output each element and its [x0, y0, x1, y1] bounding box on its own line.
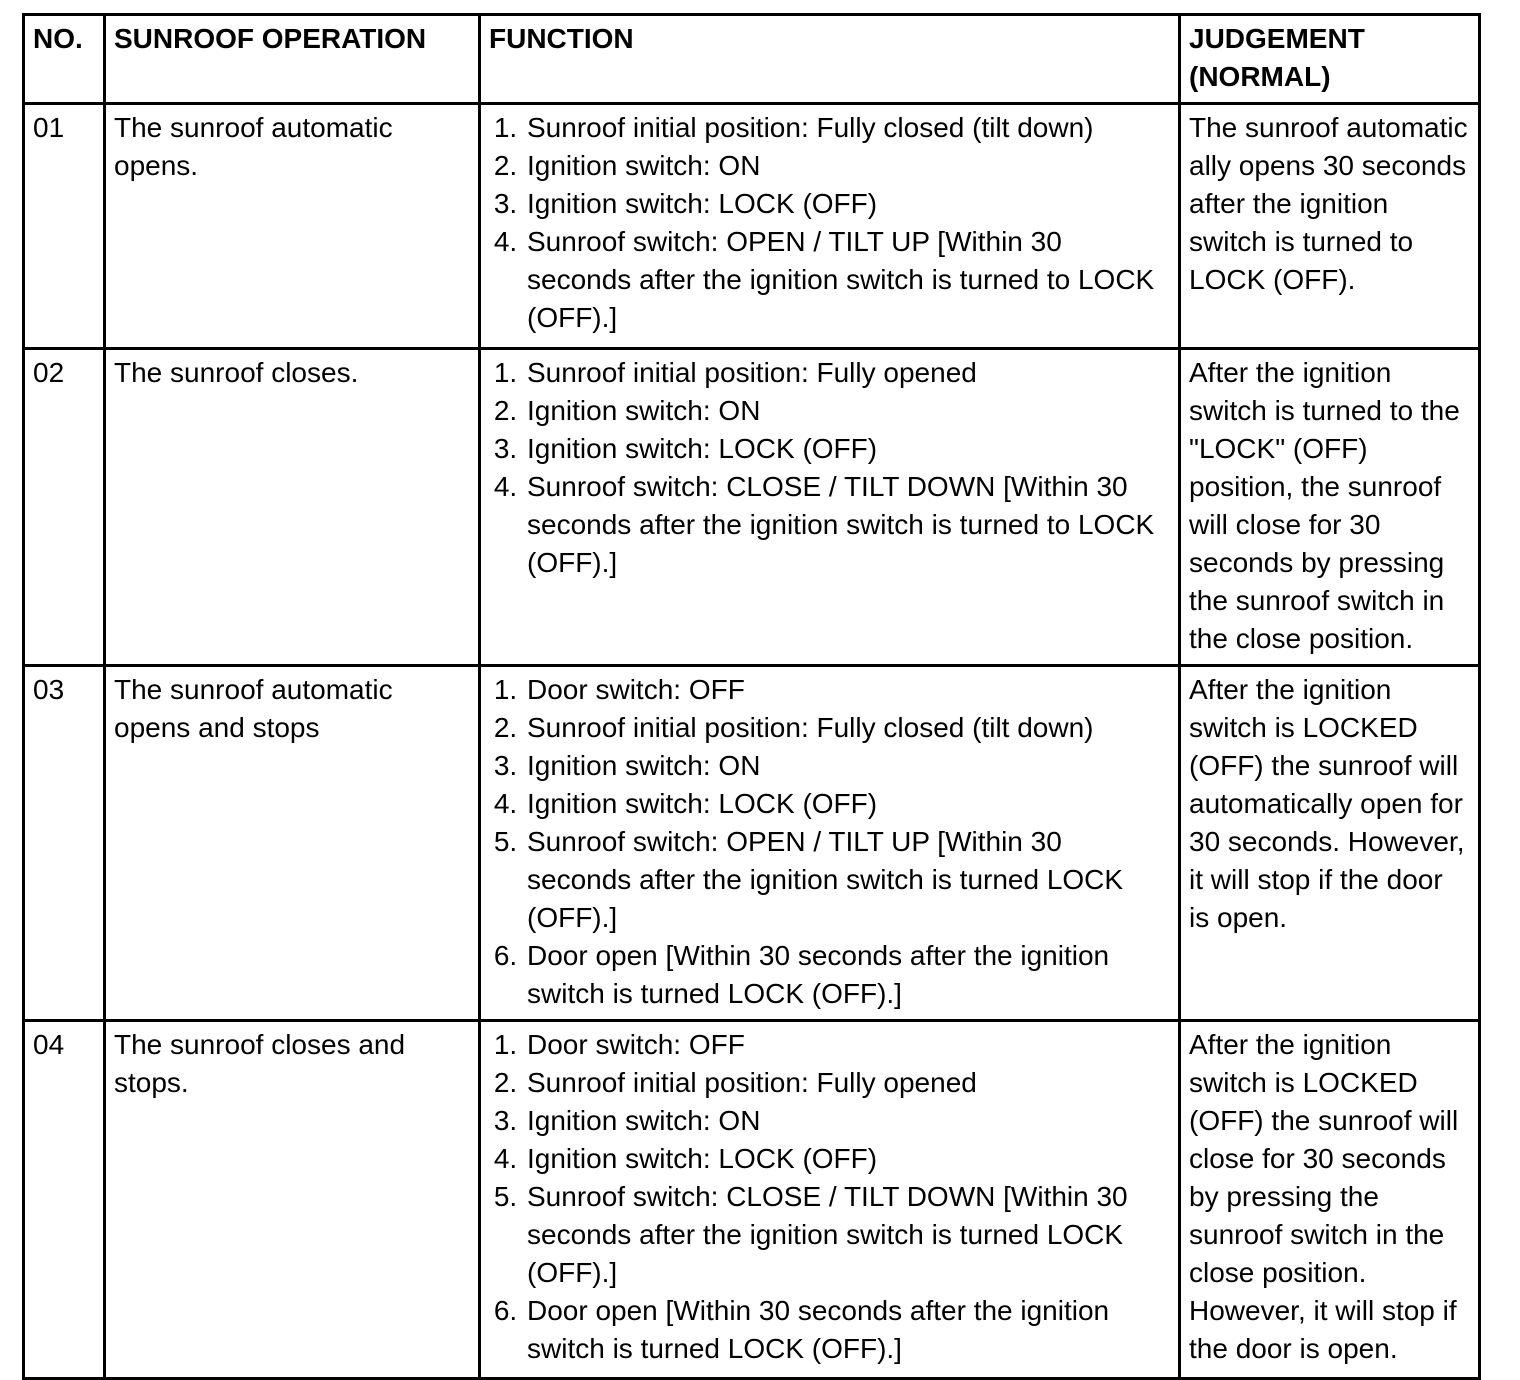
function-step: 4. Ignition switch: LOCK (OFF) [525, 1140, 1170, 1178]
function-step: 3. Ignition switch: LOCK (OFF) [525, 185, 1170, 223]
function-step: 2. Ignition switch: ON [525, 392, 1170, 430]
table-row [24, 104, 1480, 349]
function-steps [489, 1026, 1170, 1368]
function-steps [489, 354, 1170, 582]
cell-operation: The sunroof automatic opens. [105, 104, 480, 349]
function-steps [489, 109, 1170, 337]
cell-judgement: After the ignition switch is turned to the "LOCK" (OFF) position, the sunroof will close for 30 seconds by pressing the sunroof switch in the close position. [1180, 349, 1480, 666]
cell-no: 02 [24, 349, 105, 666]
cell-no: 03 [24, 666, 105, 1021]
function-step: 4. Sunroof switch: OPEN / TILT UP [Within 30 seconds after the ignition switch is turned to LOCK (OFF).] [525, 223, 1170, 337]
cell-operation: The sunroof closes. [105, 349, 480, 666]
cell-no: 04 [24, 1021, 105, 1379]
cell-function [480, 1021, 1180, 1379]
function-step: 2. Ignition switch: ON [525, 147, 1170, 185]
function-step: 3. Ignition switch: ON [525, 747, 1170, 785]
function-steps [489, 671, 1170, 1013]
table-row [24, 666, 1480, 1021]
function-step: 4. Sunroof switch: CLOSE / TILT DOWN [Within 30 seconds after the ignition switch is turned to LOCK (OFF).] [525, 468, 1170, 582]
function-step: 6. Door open [Within 30 seconds after the ignition switch is turned LOCK (OFF).] [525, 1292, 1170, 1368]
cell-judgement: The sunroof automatic ally opens 30 seconds after the ignition switch is turned to LOCK (OFF). [1180, 104, 1480, 349]
function-step: 4. Ignition switch: LOCK (OFF) [525, 785, 1170, 823]
cell-judgement: After the ignition switch is LOCKED (OFF) the sunroof will close for 30 seconds by pressing the sunroof switch in the close position. However, it will stop if the door is open. [1180, 1021, 1480, 1379]
function-step: 3. Ignition switch: LOCK (OFF) [525, 430, 1170, 468]
function-step: 5. Sunroof switch: OPEN / TILT UP [Within 30 seconds after the ignition switch is turned LOCK (OFF).] [525, 823, 1170, 937]
function-step: 2. Sunroof initial position: Fully closed (tilt down) [525, 709, 1170, 747]
cell-function [480, 666, 1180, 1021]
function-step: 1. Door switch: OFF [525, 1026, 1170, 1064]
header-row [24, 15, 1480, 104]
function-step: 6. Door open [Within 30 seconds after the ignition switch is turned LOCK (OFF).] [525, 937, 1170, 1013]
cell-operation: The sunroof automatic opens and stops [105, 666, 480, 1021]
function-step: 3. Ignition switch: ON [525, 1102, 1170, 1140]
sunroof-operation-table [22, 13, 1481, 1380]
column-header-judgement: JUDGEMENT (NORMAL) [1180, 15, 1480, 104]
function-step: 1. Door switch: OFF [525, 671, 1170, 709]
cell-function [480, 349, 1180, 666]
cell-operation: The sunroof closes and stops. [105, 1021, 480, 1379]
cell-no: 01 [24, 104, 105, 349]
function-step: 2. Sunroof initial position: Fully opened [525, 1064, 1170, 1102]
cell-function [480, 104, 1180, 349]
function-step: 5. Sunroof switch: CLOSE / TILT DOWN [Within 30 seconds after the ignition switch is turned LOCK (OFF).] [525, 1178, 1170, 1292]
column-header-function: FUNCTION [480, 15, 1180, 104]
column-header-operation: SUNROOF OPERATION [105, 15, 480, 104]
function-step: 1. Sunroof initial position: Fully closed (tilt down) [525, 109, 1170, 147]
column-header-no: NO. [24, 15, 105, 104]
table-row [24, 1021, 1480, 1379]
function-step: 1. Sunroof initial position: Fully opened [525, 354, 1170, 392]
table-row [24, 349, 1480, 666]
cell-judgement: After the ignition switch is LOCKED (OFF) the sunroof will automatically open for 30 seconds. However, it will stop if the door is open. [1180, 666, 1480, 1021]
